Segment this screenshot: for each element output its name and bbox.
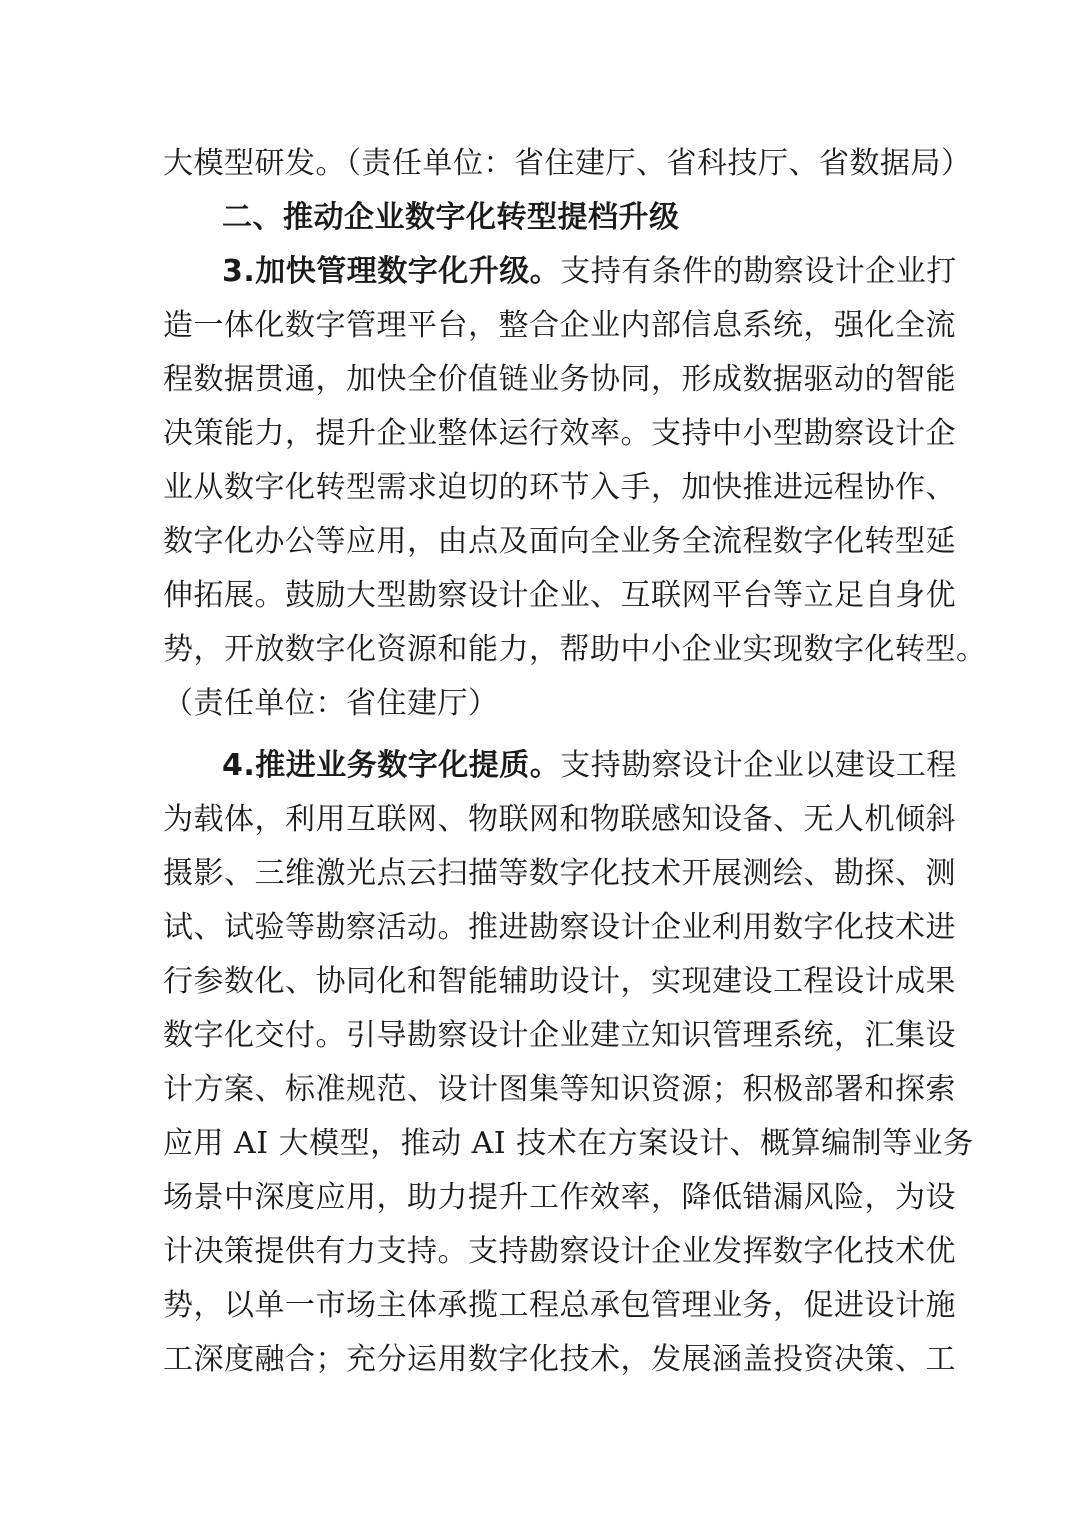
body-line: 计决策提供有力支持。支持勘察设计企业发挥数字化技术优 (163, 1234, 956, 1269)
body-line: 计方案、标准规范、设计图集等知识资源；积极部署和探索 (163, 1072, 956, 1107)
body-line: 伸拓展。鼓励大型勘察设计企业、互联网平台等立足自身优 (163, 578, 956, 613)
body-line: 造一体化数字管理平台，整合企业内部信息系统，强化全流 (163, 308, 956, 343)
body-line: 势，以单一市场主体承揽工程总承包管理业务，促进设计施 (163, 1288, 956, 1323)
body-line: 数字化交付。引导勘察设计企业建立知识管理系统，汇集设 (163, 1018, 956, 1053)
body-line: 程数据贯通，加快全价值链业务协同，形成数据驱动的智能 (163, 362, 956, 397)
item-4-text: 支持勘察设计企业以建设工程 (560, 748, 957, 783)
body-line: 大模型研发。（责任单位：省住建厅、省科技厅、省数据局） (163, 146, 972, 181)
body-line: 工深度融合；充分运用数字化技术，发展涵盖投资决策、工 (163, 1342, 956, 1377)
body-line: （责任单位：省住建厅） (163, 686, 499, 721)
body-line: 试、试验等勘察活动。推进勘察设计企业利用数字化技术进 (163, 910, 956, 945)
body-line: 摄影、三维激光点云扫描等数字化技术开展测绘、勘探、测 (163, 856, 956, 891)
body-line: 应用 AI 大模型，推动 AI 技术在方案设计、概算编制等业务 (163, 1126, 974, 1161)
body-line: 数字化办公等应用，由点及面向全业务全流程数字化转型延 (163, 524, 956, 559)
section-heading: 二、推动企业数字化转型提档升级 (222, 200, 680, 235)
body-line: 业从数字化转型需求迫切的环节入手，加快推进远程协作、 (163, 470, 956, 505)
body-line: 为载体，利用互联网、物联网和物联感知设备、无人机倾斜 (163, 802, 956, 837)
item-3-text: 支持有条件的勘察设计企业打 (560, 254, 957, 289)
body-line: 场景中深度应用，助力提升工作效率，降低错漏风险，为设 (163, 1180, 956, 1215)
body-line: 决策能力，提升企业整体运行效率。支持中小型勘察设计企 (163, 416, 956, 451)
paragraph-3-first-line (222, 245, 957, 299)
item-3-title: 3.加快管理数字化升级。 (222, 254, 561, 289)
body-line: 行参数化、协同化和智能辅助设计，实现建设工程设计成果 (163, 964, 956, 999)
item-4-title: 4.推进业务数字化提质。 (222, 748, 561, 783)
paragraph-4-first-line (222, 739, 957, 793)
body-line: 势，开放数字化资源和能力，帮助中小企业实现数字化转型。 (163, 632, 987, 667)
